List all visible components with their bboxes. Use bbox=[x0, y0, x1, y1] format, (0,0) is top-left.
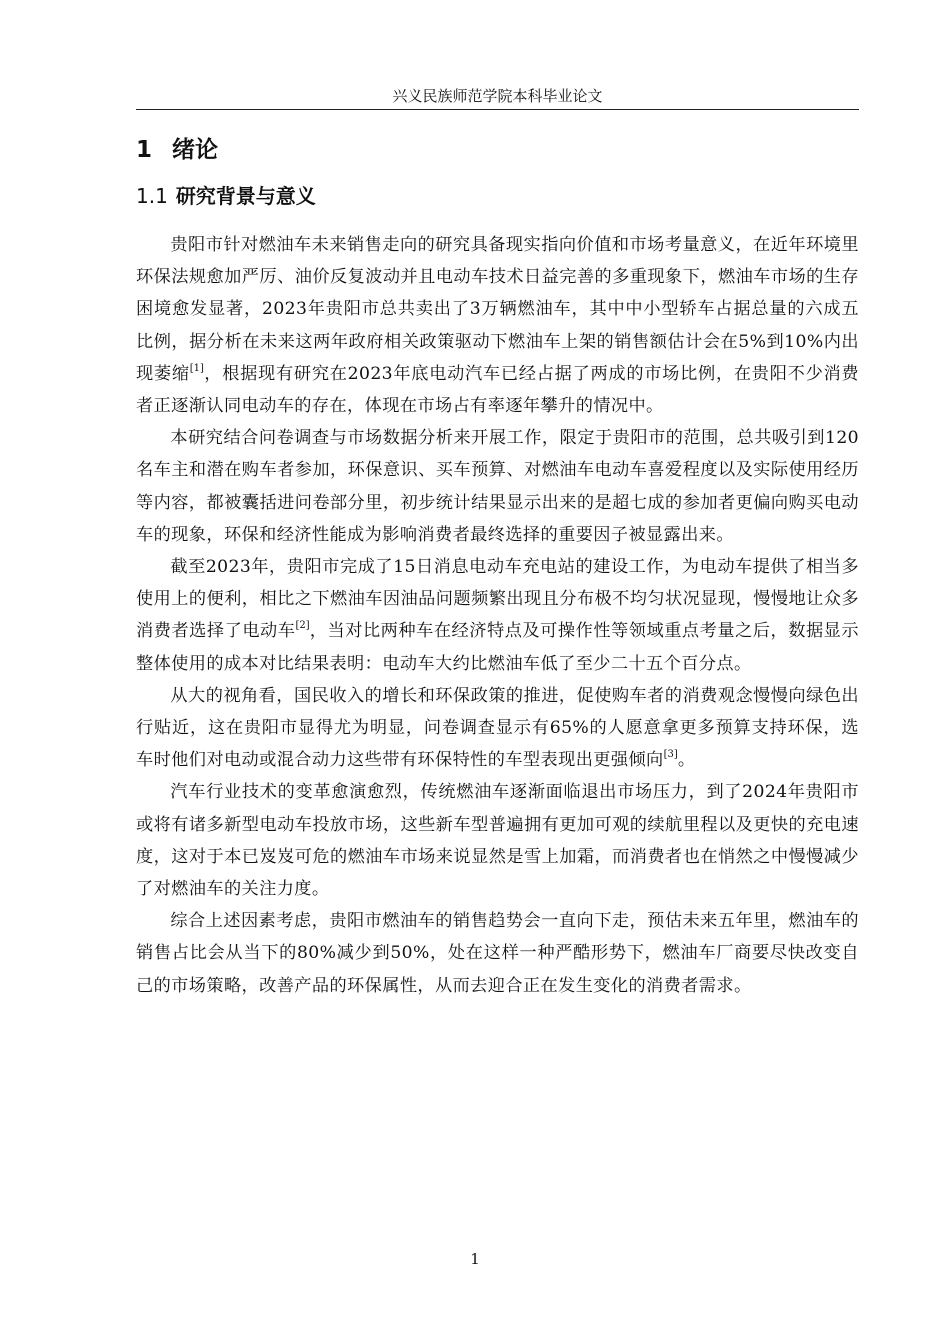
paragraph-2 bbox=[136, 422, 859, 551]
paragraph-text-cont: ，当对比两种车在经济特点及可操作性等领域重点考量之后，数据显示整体使用的成本对比结果表明：电动车大约比燃油车低了至少二十五个百分点。 bbox=[136, 621, 859, 674]
running-header: 兴义民族师范学院本科毕业论文 bbox=[392, 87, 603, 105]
paragraph-text: 汽车行业技术的变革愈演愈烈，传统燃油车逐渐面临退出市场压力，到了2024年贵阳市或将有诸多新型电动车投放市场，这些新车型普遍拥有更加可观的续航里程以及更快的充电速度，这对于本已岌岌可危的燃油车市场来说显然是雪上加霜，而消费者也在悄然之中慢慢减少了对燃油车的关注力度。 bbox=[136, 782, 859, 900]
paragraph-text: 从大的视角看，国民收入的增长和环保政策的推进，促使购车者的消费观念慢慢向绿色出行贴近，这在贵阳市显得尤为明显，问卷调查显示有65%的人愿意拿更多预算支持环保，选车时他们对电动或混合动力这些带有环保特性的车型表现出更强倾向 bbox=[136, 685, 859, 771]
paragraph-1 bbox=[136, 229, 859, 422]
page-number: 1 bbox=[470, 1250, 480, 1268]
citation-marker: [1] bbox=[189, 362, 204, 374]
paragraph-6 bbox=[136, 905, 859, 1002]
body-text bbox=[136, 229, 859, 1002]
chapter-heading bbox=[136, 134, 218, 166]
citation-marker: [3] bbox=[663, 749, 678, 761]
section-heading bbox=[136, 180, 316, 212]
paragraph-3 bbox=[136, 551, 859, 680]
paragraph-text-cont: 。 bbox=[677, 750, 696, 771]
header-divider bbox=[136, 109, 859, 110]
section-number: 1.1 bbox=[136, 184, 168, 208]
paragraph-text: 本研究结合问卷调查与市场数据分析来开展工作，限定于贵阳市的范围，总共吸引到120名车主和潜在购车者参加，环保意识、买车预算、对燃油车电动车喜爱程度以及实际使用经历等内容，都被囊括进问卷部分里，初步统计结果显示出来的是超七成的参加者更偏向购买电动车的现象，环保和经济性能成为影响消费者最终选择的重要因子被显露出来。 bbox=[136, 428, 859, 545]
paragraph-text-cont: ，根据现有研究在2023年底电动汽车已经占据了两成的市场比例，在贵阳不少消费者正逐渐认同电动车的存在，体现在市场占有率逐年攀升的情况中。 bbox=[136, 363, 860, 417]
paragraph-5 bbox=[136, 776, 859, 905]
chapter-title: 绪论 bbox=[172, 137, 218, 163]
paragraph-text: 综合上述因素考虑，贵阳市燃油车的销售趋势会一直向下走，预估未来五年里，燃油车的销售占比会从当下的80%减少到50%，处在这样一种严酷形势下，燃油车厂商要尽快改变自己的市场策略，改善产品的环保属性，从而去迎合正在发生变化的消费者需求。 bbox=[136, 911, 859, 996]
paragraph-4 bbox=[136, 680, 859, 777]
section-title: 研究背景与意义 bbox=[175, 184, 316, 208]
citation-marker: [2] bbox=[295, 620, 310, 632]
chapter-number: 1 bbox=[136, 137, 153, 163]
paragraph-text: 截至2023年，贵阳市完成了15日消息电动车充电站的建设工作，为电动车提供了相当多使用上的便利，相比之下燃油车因油品问题频繁出现且分布极不均匀状况显现，慢慢地让众多消费者选择了电动车 bbox=[136, 557, 859, 642]
paragraph-text: 贵阳市针对燃油车未来销售走向的研究具备现实指向价值和市场考量意义，在近年环境里环保法规愈加严厉、油价反复波动并且电动车技术日益完善的多重现象下，燃油车市场的生存困境愈发显著，2023年贵阳市总共卖出了3万辆燃油车，其中中小型轿车占据总量的六成五比例，据分析在未来这两年政府相关政策驱动下燃油车上架的销售额估计会在5%到10%内出现萎缩 bbox=[136, 235, 859, 384]
